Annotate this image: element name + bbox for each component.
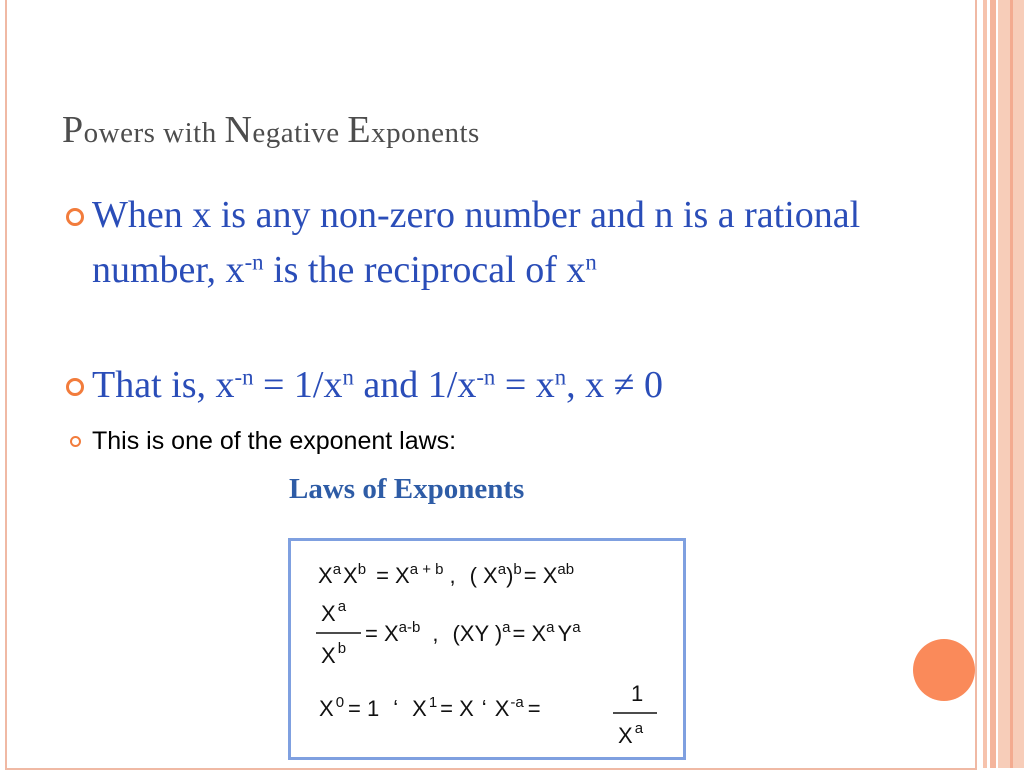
decor-stripe (983, 0, 987, 768)
law-row-2-denominator: X $^b$ (321, 640, 347, 668)
bullet-text: When x is any non-zero number and n is a rational number, $x^{-n}$ is the reciprocal of $x^n$ (92, 194, 861, 291)
law-row-2: = $X^{a-b}$ , (XY )$^a= X^a$ $Y^a$ (365, 619, 581, 646)
bullet-marker (66, 208, 84, 226)
bullet-item (70, 423, 456, 459)
bullet-text: This is one of the exponent laws: (92, 427, 457, 455)
law-row-3-denominator: X $^a$ (618, 720, 644, 748)
decor-circle (913, 639, 975, 701)
bullet-marker (66, 378, 84, 396)
bullet-item (66, 188, 886, 298)
law-row-3: X $^0$ = 1 ʻ X $^1$ = X ʻ $X^{-a}$ = (319, 694, 541, 721)
decor-stripe (1010, 0, 1013, 768)
laws-formulas (291, 541, 683, 757)
law-row-3-numerator: 1 (631, 681, 644, 706)
bullet-marker (70, 436, 81, 447)
bullet-item (66, 358, 926, 413)
laws-box (288, 538, 686, 760)
bullet-text: That is, $x^{-n} = 1/x^n$ and $1/x^{-n} = x^n$, x ≠ 0 (92, 364, 664, 406)
decor-stripe (990, 0, 996, 768)
laws-title: Laws of Exponents (289, 473, 525, 505)
slide-title: Powers with Negative Exponents (62, 109, 480, 151)
law-row-2-numerator: X $^a$ (321, 598, 347, 626)
law-row-1: $X^aX^b = X^{a + b}$ , ( $X^a)^b= X^{ab}$ (318, 561, 575, 588)
